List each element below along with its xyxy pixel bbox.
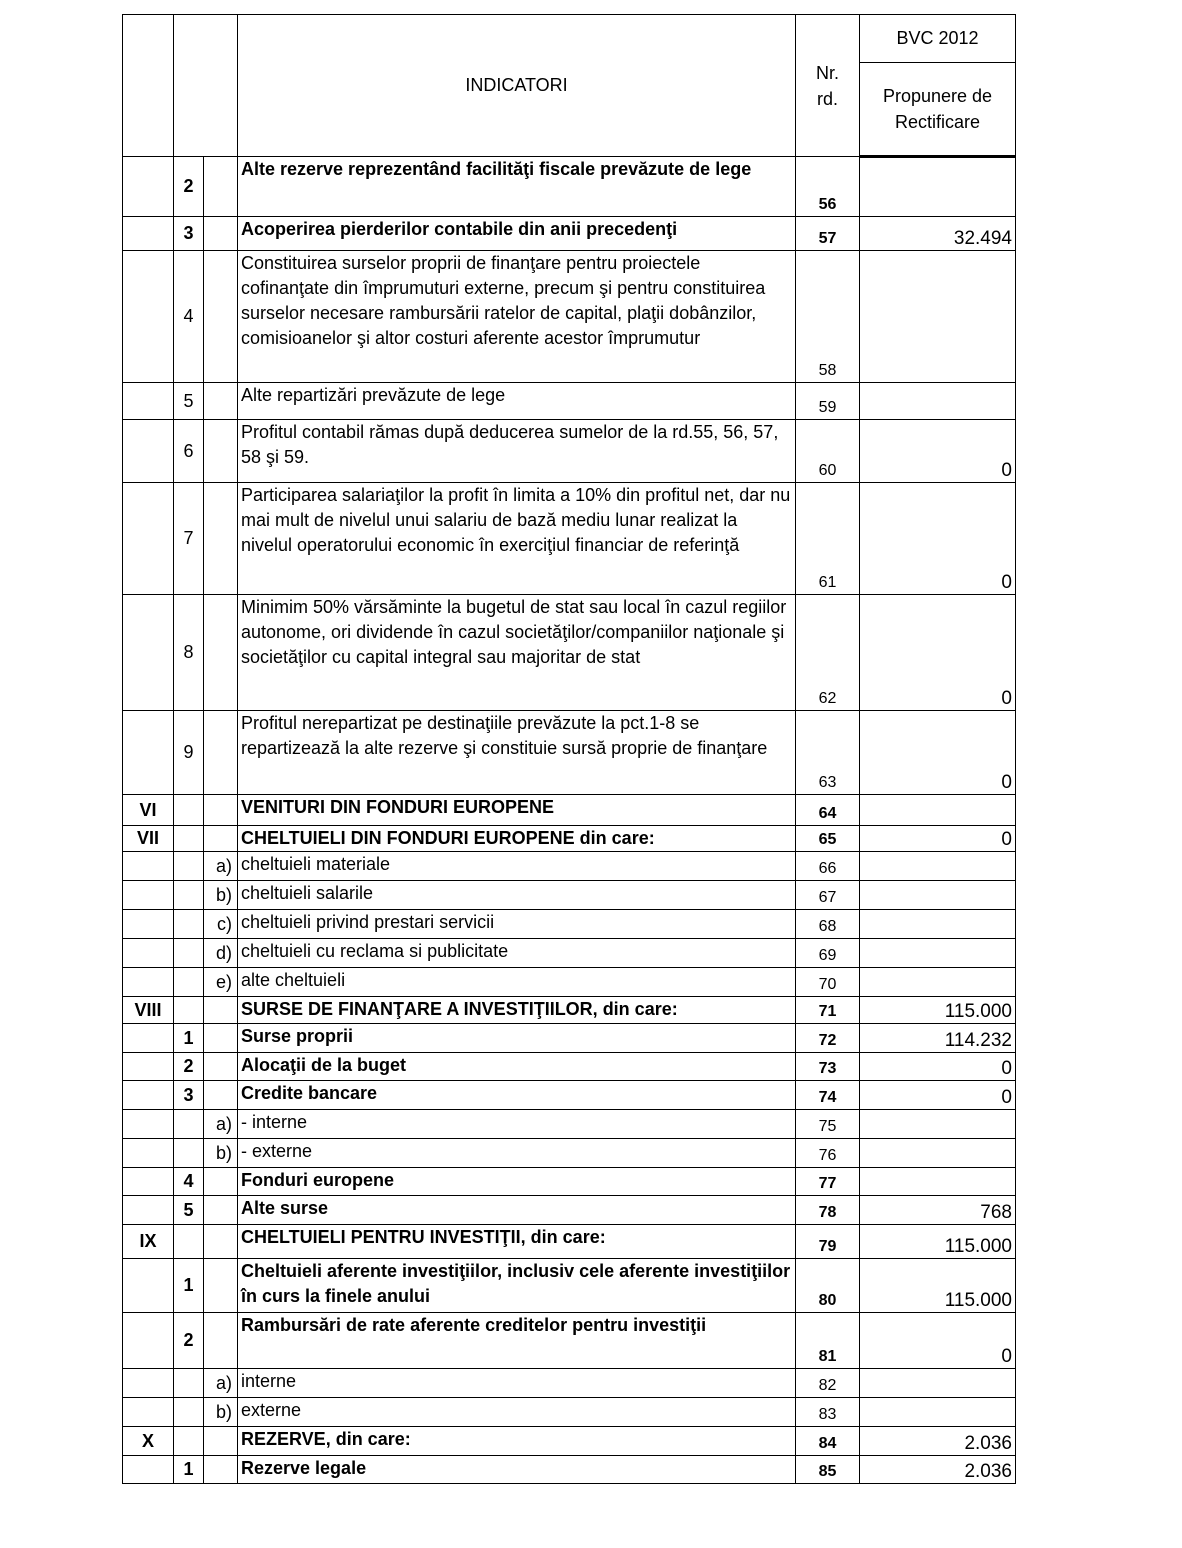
row-roman xyxy=(123,881,174,910)
row-number: 5 xyxy=(174,383,204,420)
row-letter xyxy=(204,157,238,217)
row-value xyxy=(860,881,1016,910)
table-body xyxy=(123,157,1016,1484)
row-roman xyxy=(123,595,174,711)
row-indicator: Fonduri europene xyxy=(238,1168,796,1196)
row-letter: b) xyxy=(204,1139,238,1168)
row-number: 1 xyxy=(174,1456,204,1484)
table-row xyxy=(123,1259,1016,1313)
row-number: 3 xyxy=(174,217,204,251)
row-roman xyxy=(123,1081,174,1110)
row-nr-rd: 58 xyxy=(796,251,860,383)
row-value: 0 xyxy=(860,826,1016,852)
row-nr-rd: 61 xyxy=(796,483,860,595)
row-roman xyxy=(123,483,174,595)
header-blank-num xyxy=(174,15,238,157)
table-header xyxy=(123,15,1016,157)
row-number xyxy=(174,939,204,968)
row-nr-rd: 81 xyxy=(796,1313,860,1369)
table-row xyxy=(123,1196,1016,1225)
row-roman xyxy=(123,1053,174,1081)
row-roman xyxy=(123,711,174,795)
table-row xyxy=(123,881,1016,910)
table-row xyxy=(123,968,1016,997)
row-nr-rd: 60 xyxy=(796,420,860,483)
row-roman: IX xyxy=(123,1225,174,1259)
row-number: 7 xyxy=(174,483,204,595)
row-value: 115.000 xyxy=(860,1225,1016,1259)
row-value: 768 xyxy=(860,1196,1016,1225)
row-indicator: Credite bancare xyxy=(238,1081,796,1110)
row-letter xyxy=(204,217,238,251)
row-value xyxy=(860,852,1016,881)
row-indicator: VENITURI DIN FONDURI EUROPENE xyxy=(238,795,796,826)
row-letter xyxy=(204,711,238,795)
row-letter xyxy=(204,595,238,711)
row-value: 114.232 xyxy=(860,1024,1016,1053)
header-propunere-text: Propunere de Rectificare xyxy=(882,86,993,132)
table-row xyxy=(123,1456,1016,1484)
table-row xyxy=(123,711,1016,795)
row-number xyxy=(174,968,204,997)
row-value xyxy=(860,1110,1016,1139)
header-propunere xyxy=(860,63,1016,157)
row-number xyxy=(174,997,204,1024)
row-nr-rd: 78 xyxy=(796,1196,860,1225)
row-roman xyxy=(123,157,174,217)
row-roman xyxy=(123,383,174,420)
row-indicator: Surse proprii xyxy=(238,1024,796,1053)
row-letter xyxy=(204,1168,238,1196)
row-number: 4 xyxy=(174,251,204,383)
row-nr-rd: 79 xyxy=(796,1225,860,1259)
row-letter xyxy=(204,251,238,383)
table-row xyxy=(123,1110,1016,1139)
row-number: 1 xyxy=(174,1024,204,1053)
row-value: 115.000 xyxy=(860,1259,1016,1313)
row-letter xyxy=(204,1081,238,1110)
row-indicator: cheltuieli cu reclama si publicitate xyxy=(238,939,796,968)
row-value: 0 xyxy=(860,1313,1016,1369)
row-value xyxy=(860,1398,1016,1427)
table-row xyxy=(123,1398,1016,1427)
table-row xyxy=(123,420,1016,483)
row-number xyxy=(174,910,204,939)
table-row xyxy=(123,1139,1016,1168)
row-nr-rd: 59 xyxy=(796,383,860,420)
row-indicator: CHELTUIELI PENTRU INVESTIŢII, din care: xyxy=(238,1225,796,1259)
table-row xyxy=(123,1024,1016,1053)
row-letter: c) xyxy=(204,910,238,939)
row-value xyxy=(860,157,1016,217)
row-roman xyxy=(123,1456,174,1484)
row-value xyxy=(860,968,1016,997)
row-indicator: - externe xyxy=(238,1139,796,1168)
row-roman xyxy=(123,1110,174,1139)
table-row xyxy=(123,852,1016,881)
row-indicator: SURSE DE FINANŢARE A INVESTIŢIILOR, din care: xyxy=(238,997,796,1024)
row-indicator: Profitul contabil rămas după deducerea sumelor de la rd.55, 56, 57, 58 şi 59. xyxy=(238,420,796,483)
row-indicator: Alocaţii de la buget xyxy=(238,1053,796,1081)
header-nr-rd-text: Nr. rd. xyxy=(815,62,839,109)
row-indicator: cheltuieli salarile xyxy=(238,881,796,910)
row-indicator: alte cheltuieli xyxy=(238,968,796,997)
row-indicator: CHELTUIELI DIN FONDURI EUROPENE din care: xyxy=(238,826,796,852)
row-roman xyxy=(123,1369,174,1398)
row-value xyxy=(860,795,1016,826)
row-nr-rd: 77 xyxy=(796,1168,860,1196)
row-letter: a) xyxy=(204,1110,238,1139)
row-nr-rd: 72 xyxy=(796,1024,860,1053)
row-roman: VII xyxy=(123,826,174,852)
row-number xyxy=(174,1139,204,1168)
row-letter: b) xyxy=(204,1398,238,1427)
row-value: 32.494 xyxy=(860,217,1016,251)
row-indicator: Rambursări de rate aferente creditelor pentru investiţii xyxy=(238,1313,796,1369)
row-letter xyxy=(204,1313,238,1369)
row-number: 2 xyxy=(174,157,204,217)
row-nr-rd: 64 xyxy=(796,795,860,826)
row-letter xyxy=(204,383,238,420)
table-row xyxy=(123,483,1016,595)
row-nr-rd: 57 xyxy=(796,217,860,251)
table-row xyxy=(123,1313,1016,1369)
row-indicator: Rezerve legale xyxy=(238,1456,796,1484)
row-nr-rd: 69 xyxy=(796,939,860,968)
table-row xyxy=(123,1081,1016,1110)
table-row xyxy=(123,997,1016,1024)
row-nr-rd: 63 xyxy=(796,711,860,795)
row-indicator: cheltuieli materiale xyxy=(238,852,796,881)
row-indicator: Constituirea surselor proprii de finanţare pentru proiectele cofinanţate din împrumuturi externe, precum şi pentru constituirea surselor necesare rambursării ratelor de capital, plaţii dobânzilor, comisioanelor şi altor costuri aferente acestor împrumutur xyxy=(238,251,796,383)
header-nr-rd xyxy=(796,15,860,157)
header-indicatori: INDICATORI xyxy=(238,15,796,157)
row-letter xyxy=(204,826,238,852)
row-number xyxy=(174,852,204,881)
row-nr-rd: 82 xyxy=(796,1369,860,1398)
row-roman xyxy=(123,939,174,968)
row-indicator: Acoperirea pierderilor contabile din anii precedenţi xyxy=(238,217,796,251)
row-nr-rd: 74 xyxy=(796,1081,860,1110)
row-value xyxy=(860,251,1016,383)
row-indicator: Alte repartizări prevăzute de lege xyxy=(238,383,796,420)
row-nr-rd: 80 xyxy=(796,1259,860,1313)
table-row xyxy=(123,157,1016,217)
table-row xyxy=(123,795,1016,826)
row-number: 1 xyxy=(174,1259,204,1313)
row-letter xyxy=(204,483,238,595)
row-value: 0 xyxy=(860,420,1016,483)
row-letter xyxy=(204,1427,238,1456)
row-indicator: externe xyxy=(238,1398,796,1427)
row-indicator: Participarea salariaţilor la profit în limita a 10% din profitul net, dar nu mai mult de nivelul unui salariu de bază mediu lunar realizat la nivelul operatorului economic în exerciţiul financiar de referinţă xyxy=(238,483,796,595)
row-letter xyxy=(204,997,238,1024)
budget-table xyxy=(122,14,1016,1484)
row-value xyxy=(860,939,1016,968)
row-roman xyxy=(123,852,174,881)
row-value xyxy=(860,910,1016,939)
table-row xyxy=(123,595,1016,711)
row-roman xyxy=(123,1196,174,1225)
row-value: 0 xyxy=(860,1081,1016,1110)
row-number: 4 xyxy=(174,1168,204,1196)
table-row xyxy=(123,1427,1016,1456)
row-roman xyxy=(123,251,174,383)
row-roman xyxy=(123,1024,174,1053)
header-blank-roman xyxy=(123,15,174,157)
row-letter: b) xyxy=(204,881,238,910)
row-letter xyxy=(204,1053,238,1081)
row-letter xyxy=(204,1024,238,1053)
row-roman xyxy=(123,420,174,483)
table-row xyxy=(123,910,1016,939)
table-row xyxy=(123,217,1016,251)
row-roman xyxy=(123,1259,174,1313)
row-number: 9 xyxy=(174,711,204,795)
row-letter xyxy=(204,420,238,483)
row-indicator: Alte rezerve reprezentând facilităţi fiscale prevăzute de lege xyxy=(238,157,796,217)
row-number: 6 xyxy=(174,420,204,483)
row-nr-rd: 85 xyxy=(796,1456,860,1484)
row-value: 0 xyxy=(860,595,1016,711)
table-row xyxy=(123,1168,1016,1196)
row-roman xyxy=(123,910,174,939)
row-number xyxy=(174,795,204,826)
row-roman xyxy=(123,1168,174,1196)
row-roman xyxy=(123,1313,174,1369)
row-value: 0 xyxy=(860,1053,1016,1081)
row-number: 8 xyxy=(174,595,204,711)
table-row xyxy=(123,939,1016,968)
row-nr-rd: 70 xyxy=(796,968,860,997)
row-indicator: Minimim 50% vărsăminte la bugetul de stat sau local în cazul regiilor autonome, ori dividende în cazul societăţilor/companiilor naţionale şi societăţilor cu capital integral sau majoritar de stat xyxy=(238,595,796,711)
row-nr-rd: 83 xyxy=(796,1398,860,1427)
row-number xyxy=(174,1225,204,1259)
row-nr-rd: 84 xyxy=(796,1427,860,1456)
row-value: 2.036 xyxy=(860,1456,1016,1484)
row-roman: X xyxy=(123,1427,174,1456)
row-letter xyxy=(204,1225,238,1259)
row-nr-rd: 56 xyxy=(796,157,860,217)
row-letter: d) xyxy=(204,939,238,968)
row-number xyxy=(174,1110,204,1139)
row-number: 2 xyxy=(174,1053,204,1081)
row-letter: a) xyxy=(204,852,238,881)
row-letter: a) xyxy=(204,1369,238,1398)
row-value: 115.000 xyxy=(860,997,1016,1024)
row-value xyxy=(860,1139,1016,1168)
row-value: 0 xyxy=(860,711,1016,795)
row-value xyxy=(860,1168,1016,1196)
row-indicator: Alte surse xyxy=(238,1196,796,1225)
row-value xyxy=(860,383,1016,420)
row-indicator: Profitul nerepartizat pe destinaţiile prevăzute la pct.1-8 se repartizează la alte rezerve şi constituie sursă proprie de finanţare xyxy=(238,711,796,795)
row-roman: VIII xyxy=(123,997,174,1024)
row-nr-rd: 67 xyxy=(796,881,860,910)
row-roman: VI xyxy=(123,795,174,826)
row-letter xyxy=(204,1196,238,1225)
row-nr-rd: 65 xyxy=(796,826,860,852)
row-value xyxy=(860,1369,1016,1398)
row-roman xyxy=(123,217,174,251)
row-roman xyxy=(123,1139,174,1168)
row-number: 5 xyxy=(174,1196,204,1225)
row-letter xyxy=(204,1259,238,1313)
row-nr-rd: 62 xyxy=(796,595,860,711)
row-number xyxy=(174,826,204,852)
row-indicator: - interne xyxy=(238,1110,796,1139)
row-letter xyxy=(204,1456,238,1484)
row-nr-rd: 76 xyxy=(796,1139,860,1168)
row-indicator: Cheltuieli aferente investiţiilor, inclusiv cele aferente investiţiilor în curs la finele anului xyxy=(238,1259,796,1313)
row-number xyxy=(174,1369,204,1398)
row-value: 2.036 xyxy=(860,1427,1016,1456)
row-indicator: REZERVE, din care: xyxy=(238,1427,796,1456)
row-nr-rd: 73 xyxy=(796,1053,860,1081)
row-indicator: cheltuieli privind prestari servicii xyxy=(238,910,796,939)
table-row xyxy=(123,251,1016,383)
row-value: 0 xyxy=(860,483,1016,595)
row-number xyxy=(174,1398,204,1427)
row-indicator: interne xyxy=(238,1369,796,1398)
row-nr-rd: 71 xyxy=(796,997,860,1024)
row-nr-rd: 66 xyxy=(796,852,860,881)
row-number: 3 xyxy=(174,1081,204,1110)
table-row xyxy=(123,826,1016,852)
table-row xyxy=(123,1053,1016,1081)
row-letter xyxy=(204,795,238,826)
row-roman xyxy=(123,1398,174,1427)
header-bvc-2012: BVC 2012 xyxy=(860,15,1016,63)
row-number xyxy=(174,1427,204,1456)
row-nr-rd: 75 xyxy=(796,1110,860,1139)
row-nr-rd: 68 xyxy=(796,910,860,939)
row-number: 2 xyxy=(174,1313,204,1369)
row-roman xyxy=(123,968,174,997)
row-number xyxy=(174,881,204,910)
table-row xyxy=(123,383,1016,420)
table-row xyxy=(123,1225,1016,1259)
row-letter: e) xyxy=(204,968,238,997)
table-row xyxy=(123,1369,1016,1398)
